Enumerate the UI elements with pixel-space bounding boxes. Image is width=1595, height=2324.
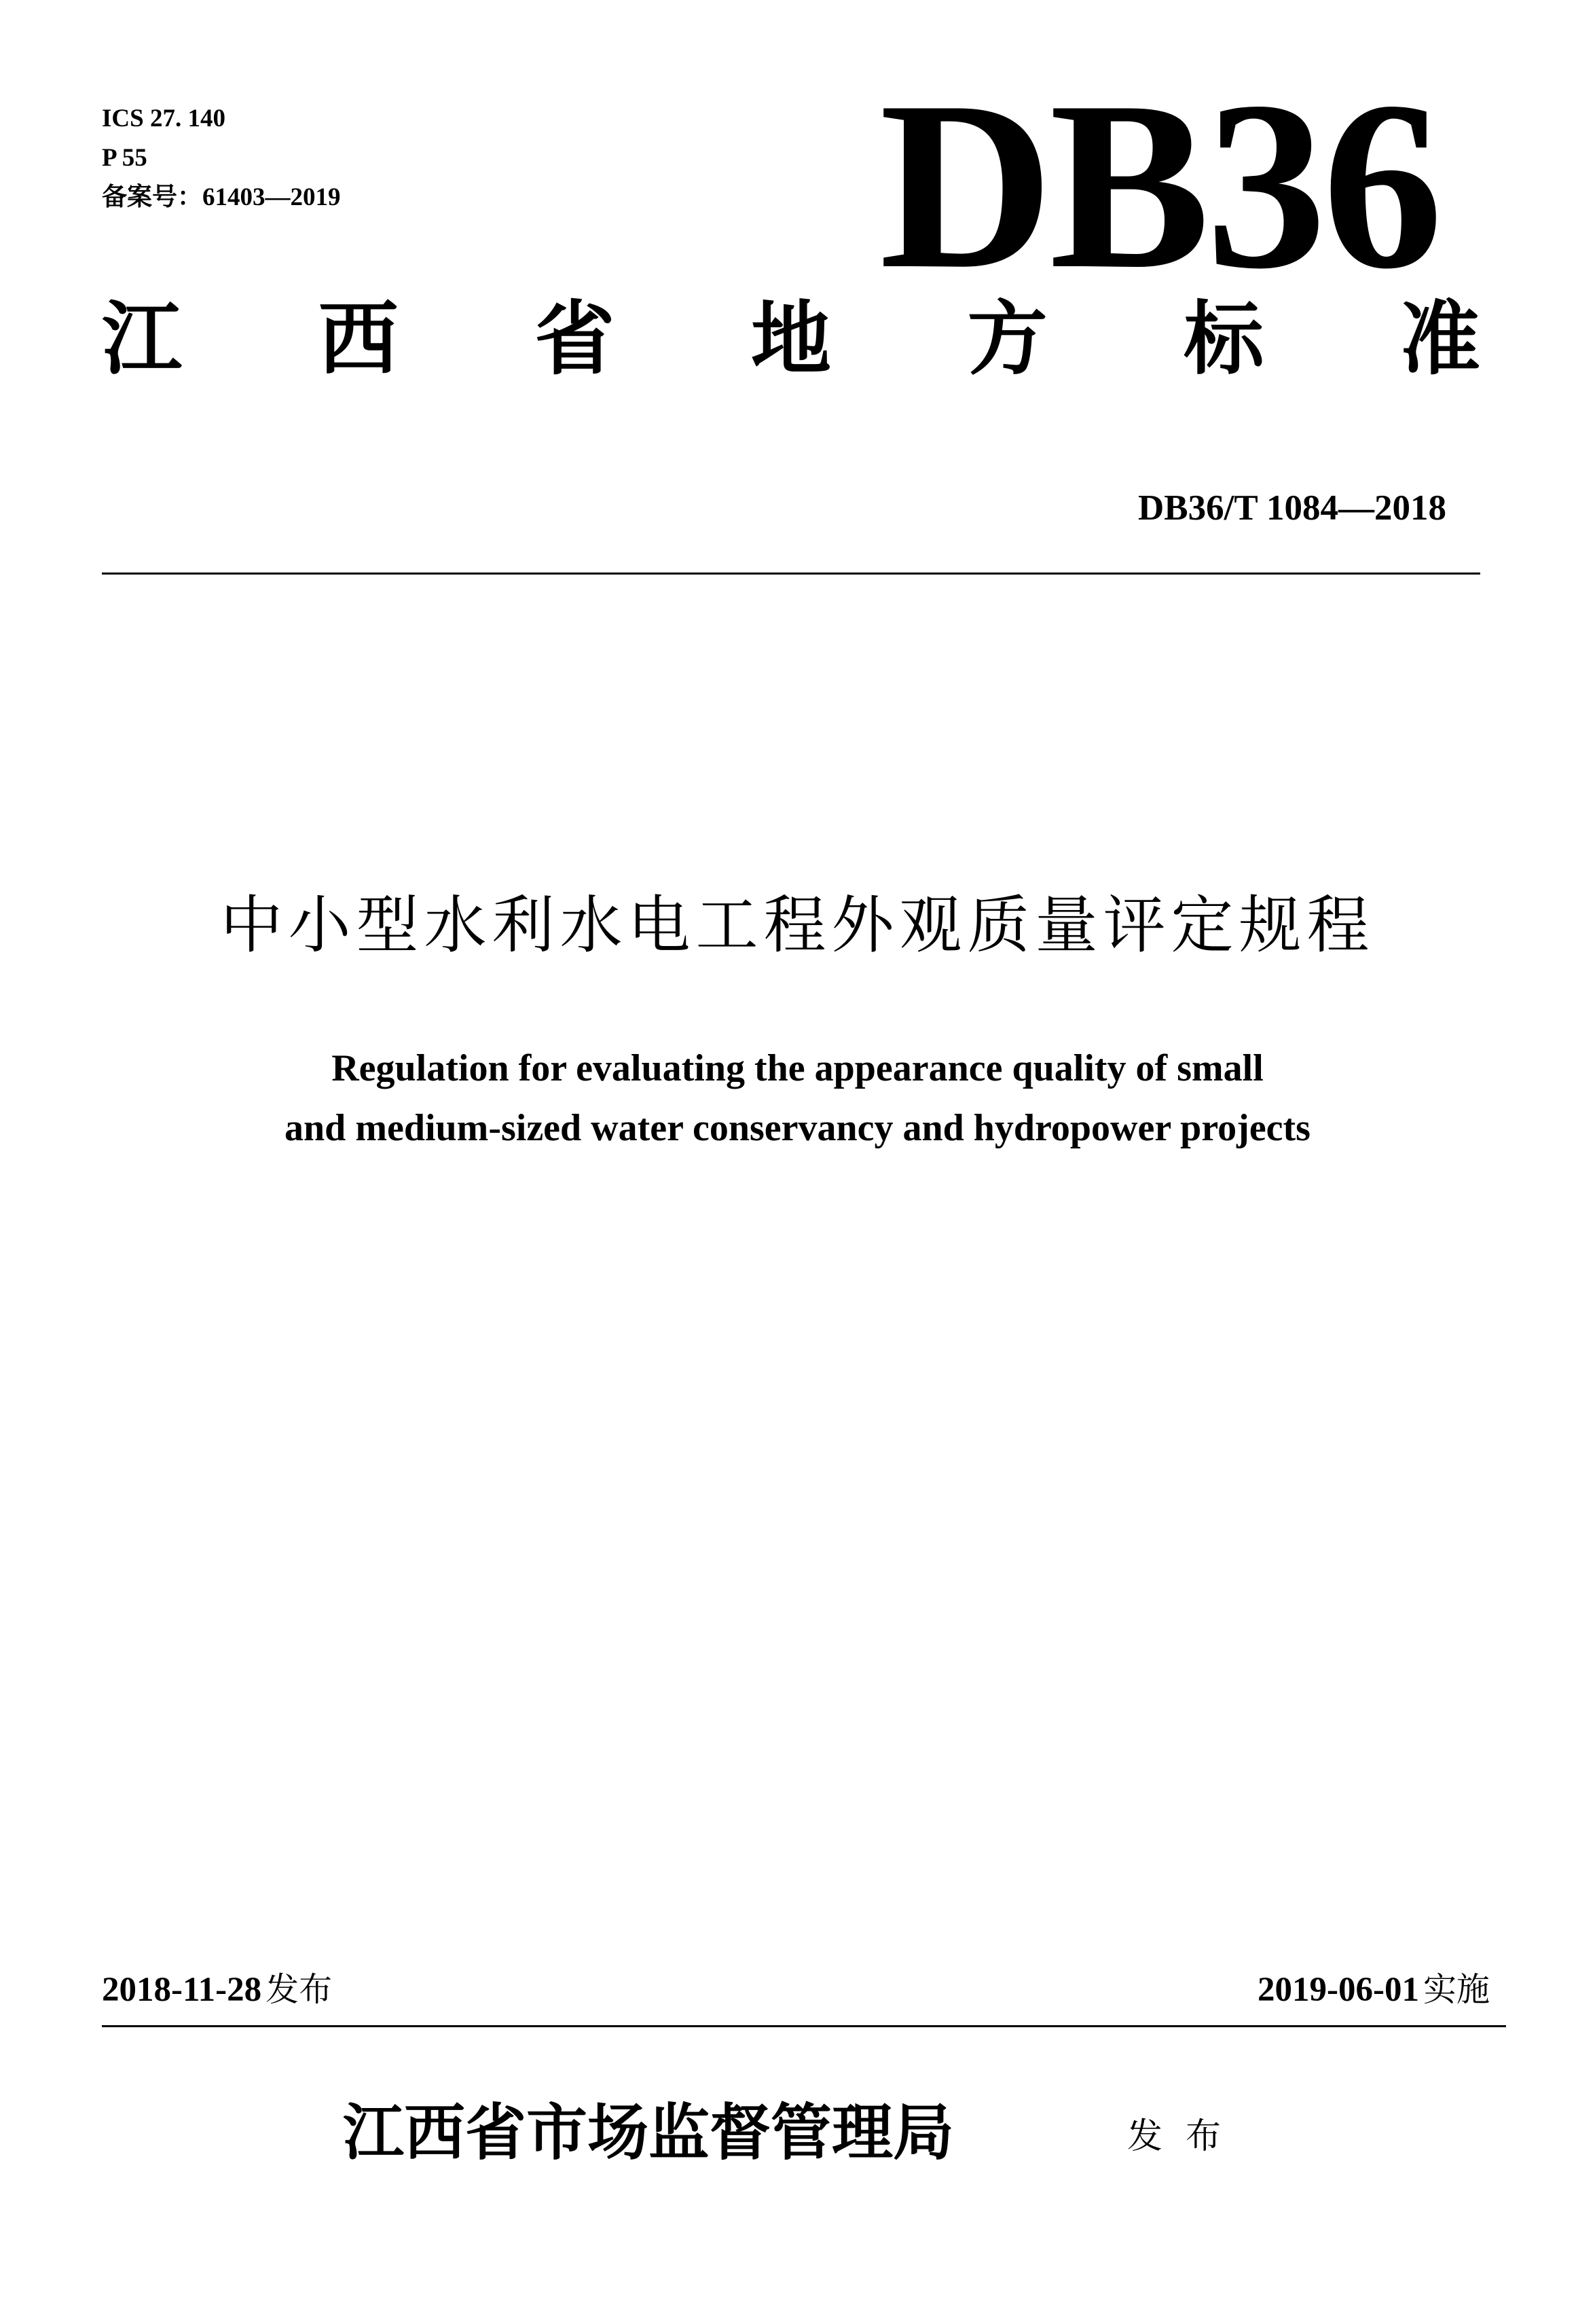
standard-type-char: 西 — [318, 291, 399, 386]
record-number: 备案号：61403—2019 — [102, 183, 341, 211]
ccs-code: P 55 — [102, 144, 147, 172]
implementation-date — [1258, 1970, 1490, 2009]
publish-label: 发布 — [1127, 2116, 1245, 2157]
top-divider — [102, 573, 1480, 575]
standard-type-char: 江 — [102, 291, 183, 386]
english-title-line-2: and medium-sized water conservancy and hydropower projects — [285, 1107, 1310, 1149]
implementation-date-value: 2019-06-01 — [1258, 1971, 1419, 2009]
standard-type-char: 准 — [1399, 291, 1480, 386]
issue-date-value: 2018-11-28 — [102, 1971, 262, 2009]
publisher-name: 江西省市场监督管理局 — [343, 2096, 954, 2168]
standard-type-char: 地 — [750, 291, 831, 386]
standard-type-char: 方 — [967, 291, 1048, 386]
standard-logo: DB36 — [879, 52, 1440, 319]
standard-type-heading — [102, 291, 1480, 386]
bottom-divider — [102, 2025, 1506, 2027]
issue-date-label: 发布 — [265, 1970, 333, 2009]
english-title-line-1: Regulation for evaluating the appearance quality of small — [331, 1047, 1264, 1089]
ics-code: ICS 27. 140 — [102, 105, 225, 132]
issue-date — [102, 1970, 333, 2009]
standard-number: DB36/T 1084—2018 — [1138, 488, 1446, 528]
standard-type-char: 标 — [1184, 291, 1264, 386]
implementation-date-label: 实施 — [1423, 1970, 1490, 2009]
chinese-title: 中小型水利水电工程外观质量评定规程 — [220, 889, 1375, 962]
standard-type-char: 省 — [534, 291, 615, 386]
